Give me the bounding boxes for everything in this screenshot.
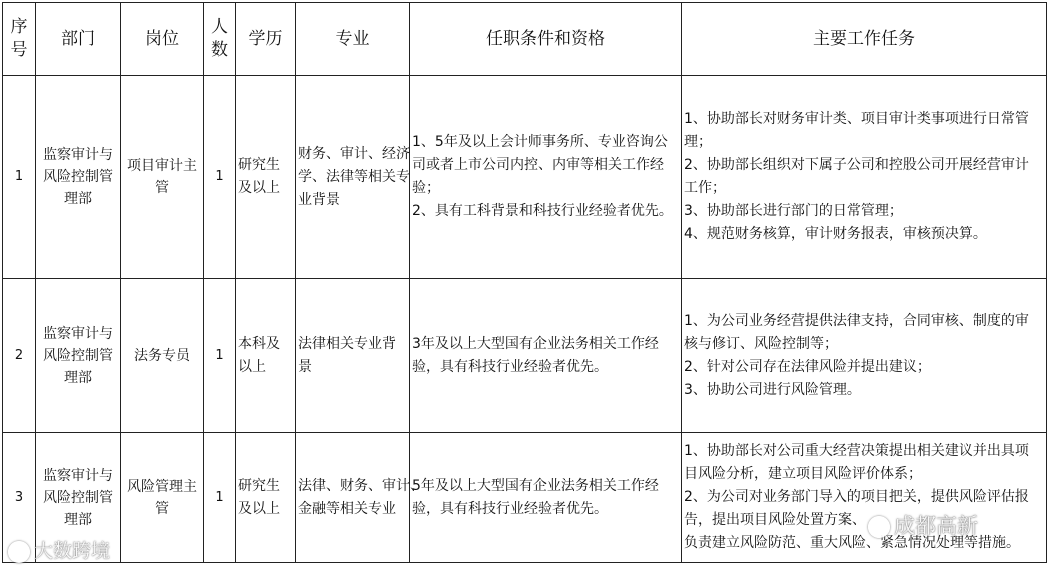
requirements-cell: 3年及以上大型国有企业法务相关工作经 验，具有科技行业经验者优先。	[410, 279, 682, 433]
count-cell: 1	[204, 433, 236, 563]
header-education: 学历	[236, 3, 296, 76]
watermark-right: 成都高新	[868, 510, 978, 540]
seq-cell: 1	[3, 76, 36, 279]
position-cell: 法务专员	[121, 279, 204, 433]
tasks-cell: 1、协助部长对财务审计类、项目审计类事项进行日常管 理； 2、协助部长组织对下属子公司和控股公司开展经营审计 工作； 3、协助部长进行部门的日常管理； 4、规范财务核算，审计财务报表，审核预决算。	[682, 76, 1047, 279]
tasks-cell: 1、协助部长对公司重大经营决策提出相关建议并出具项 目风险分析，建立项目风险评价体系； 2、为公司对业务部门导入的项目把关，提供风险评估报 告，提出项目风险处置方案、 负责建立风险防范、重大风险、紧急情况处理等措施。	[682, 433, 1047, 563]
dept-cell: 监察审计与 风险控制管 理部	[36, 433, 121, 563]
wechat-logo-icon	[868, 516, 890, 538]
tasks-cell: 1、为公司业务经营提供法律支持，合同审核、制度的审 核与修订、风险控制等； 2、针对公司存在法律风险并提出建议； 3、协助公司进行风险管理。	[682, 279, 1047, 433]
position-cell: 项目审计主 管	[121, 76, 204, 279]
count-cell: 1	[204, 76, 236, 279]
header-row	[3, 3, 1047, 76]
education-cell: 研究生 及以上	[236, 433, 296, 563]
education-cell: 研究生 及以上	[236, 76, 296, 279]
table-row	[3, 433, 1047, 563]
table-row	[3, 279, 1047, 433]
job-table	[2, 2, 1047, 563]
watermark-logo-icon	[8, 541, 30, 563]
seq-cell: 3	[3, 433, 36, 563]
header-tasks: 主要工作任务	[682, 3, 1047, 76]
position-cell: 风险管理主 管	[121, 433, 204, 563]
major-cell: 法律、财务、审计、 金融等相关专业	[296, 433, 410, 563]
header-position: 岗位	[121, 3, 204, 76]
header-requirements: 任职条件和资格	[410, 3, 682, 76]
header-count: 人 数	[204, 3, 236, 76]
major-cell: 财务、审计、经济 学、法律等相关专 业背景	[296, 76, 410, 279]
seq-cell: 2	[3, 279, 36, 433]
count-cell: 1	[204, 279, 236, 433]
header-seq: 序 号	[3, 3, 36, 76]
education-cell: 本科及 以上	[236, 279, 296, 433]
major-cell: 法律相关专业背 景	[296, 279, 410, 433]
watermark-left: 大数跨境	[8, 536, 110, 563]
header-major: 专业	[296, 3, 410, 76]
dept-cell: 监察审计与 风险控制管 理部	[36, 76, 121, 279]
header-dept: 部门	[36, 3, 121, 76]
table-row	[3, 76, 1047, 279]
requirements-cell: 5年及以上大型国有企业法务相关工作经 验，具有科技行业经验者优先。	[410, 433, 682, 563]
dept-cell: 监察审计与 风险控制管 理部	[36, 279, 121, 433]
requirements-cell: 1、5年及以上会计师事务所、专业咨询公 司或者上市公司内控、内审等相关工作经 验； 2、具有工科背景和科技行业经验者优先。	[410, 76, 682, 279]
